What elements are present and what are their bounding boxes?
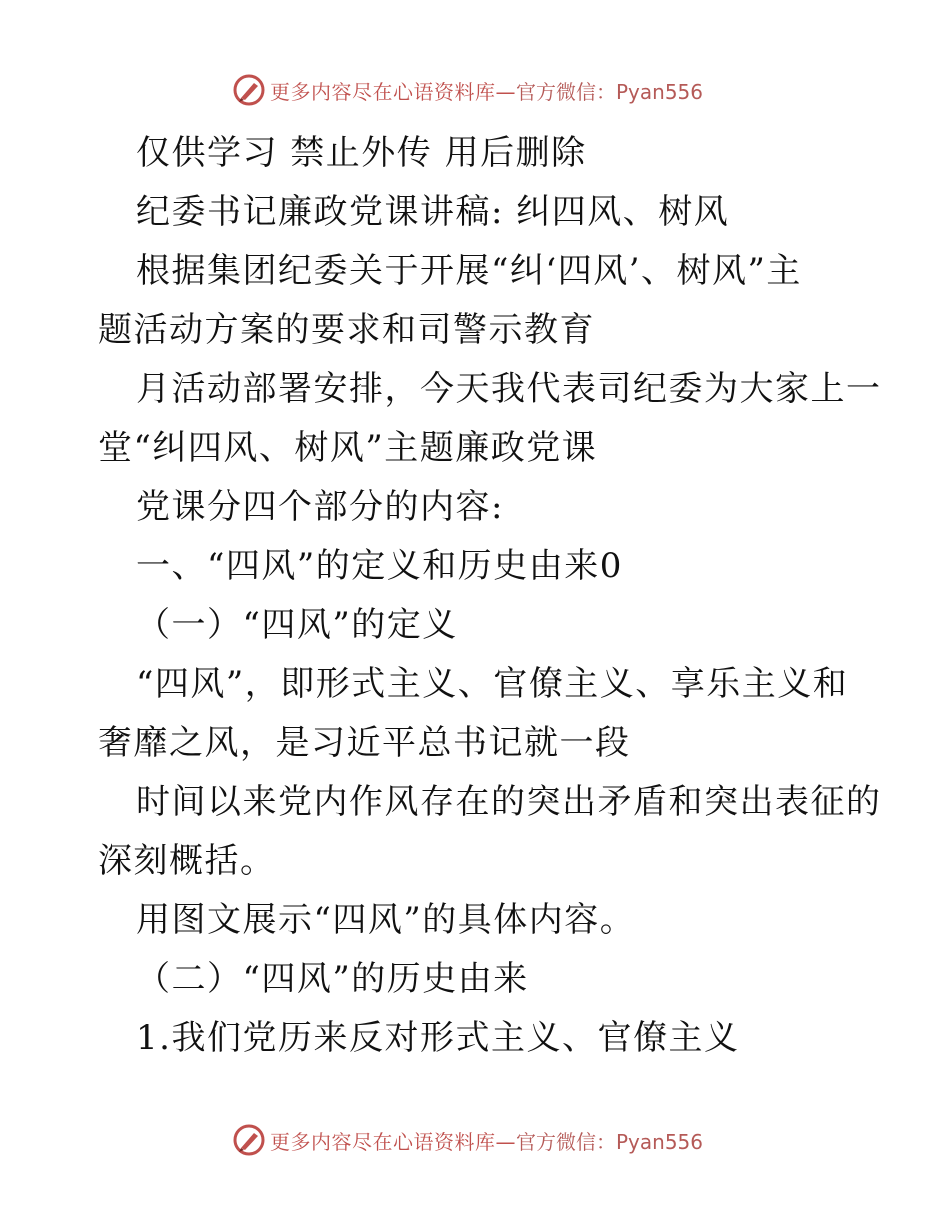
pen-circle-logo-icon — [232, 73, 266, 107]
pen-circle-logo-icon — [232, 1123, 266, 1157]
text-line: 深刻概括。 — [98, 841, 276, 881]
text-line: 用图文展示“四风”的具体内容。 — [136, 900, 636, 940]
text-line: 题活动方案的要求和司警示教育 — [98, 310, 595, 350]
text-line: “四风”，即形式主义、官僚主义、享乐主义和 — [136, 664, 849, 704]
footer-banner — [232, 1120, 703, 1160]
subsection-heading: （二）“四风”的历史由来 — [136, 959, 529, 999]
text-line: 党课分四个部分的内容: — [136, 487, 504, 527]
document-title: 纪委书记廉政党课讲稿: 纠四风、树风 — [136, 192, 730, 232]
banner-text: 更多内容尽在心语资料库— — [270, 79, 516, 104]
banner-wechat: 官方微信：Pyan556 — [516, 1129, 704, 1154]
text-line: 时间以来党内作风存在的突出矛盾和突出表征的 — [136, 782, 882, 822]
header-banner — [232, 70, 703, 110]
text-line: 1.我们党历来反对形式主义、官僚主义 — [136, 1018, 740, 1058]
text-line: 堂“纠四风、树风”主题廉政党课 — [98, 428, 598, 468]
section-heading: 一、“四风”的定义和历史由来0 — [136, 546, 623, 586]
banner-wechat: 官方微信：Pyan556 — [516, 79, 704, 104]
document-body — [98, 124, 882, 1068]
subsection-heading: （一）“四风”的定义 — [136, 605, 458, 645]
text-line: 月活动部署安排，今天我代表司纪委为大家上一 — [136, 369, 882, 409]
text-line: 仅供学习 禁止外传 用后删除 — [136, 133, 587, 173]
banner-text: 更多内容尽在心语资料库— — [270, 1129, 516, 1154]
text-line: 奢靡之风，是习近平总书记就一段 — [98, 723, 631, 763]
text-line: 根据集团纪委关于开展“纠‘四风’、树风”主 — [136, 251, 802, 291]
